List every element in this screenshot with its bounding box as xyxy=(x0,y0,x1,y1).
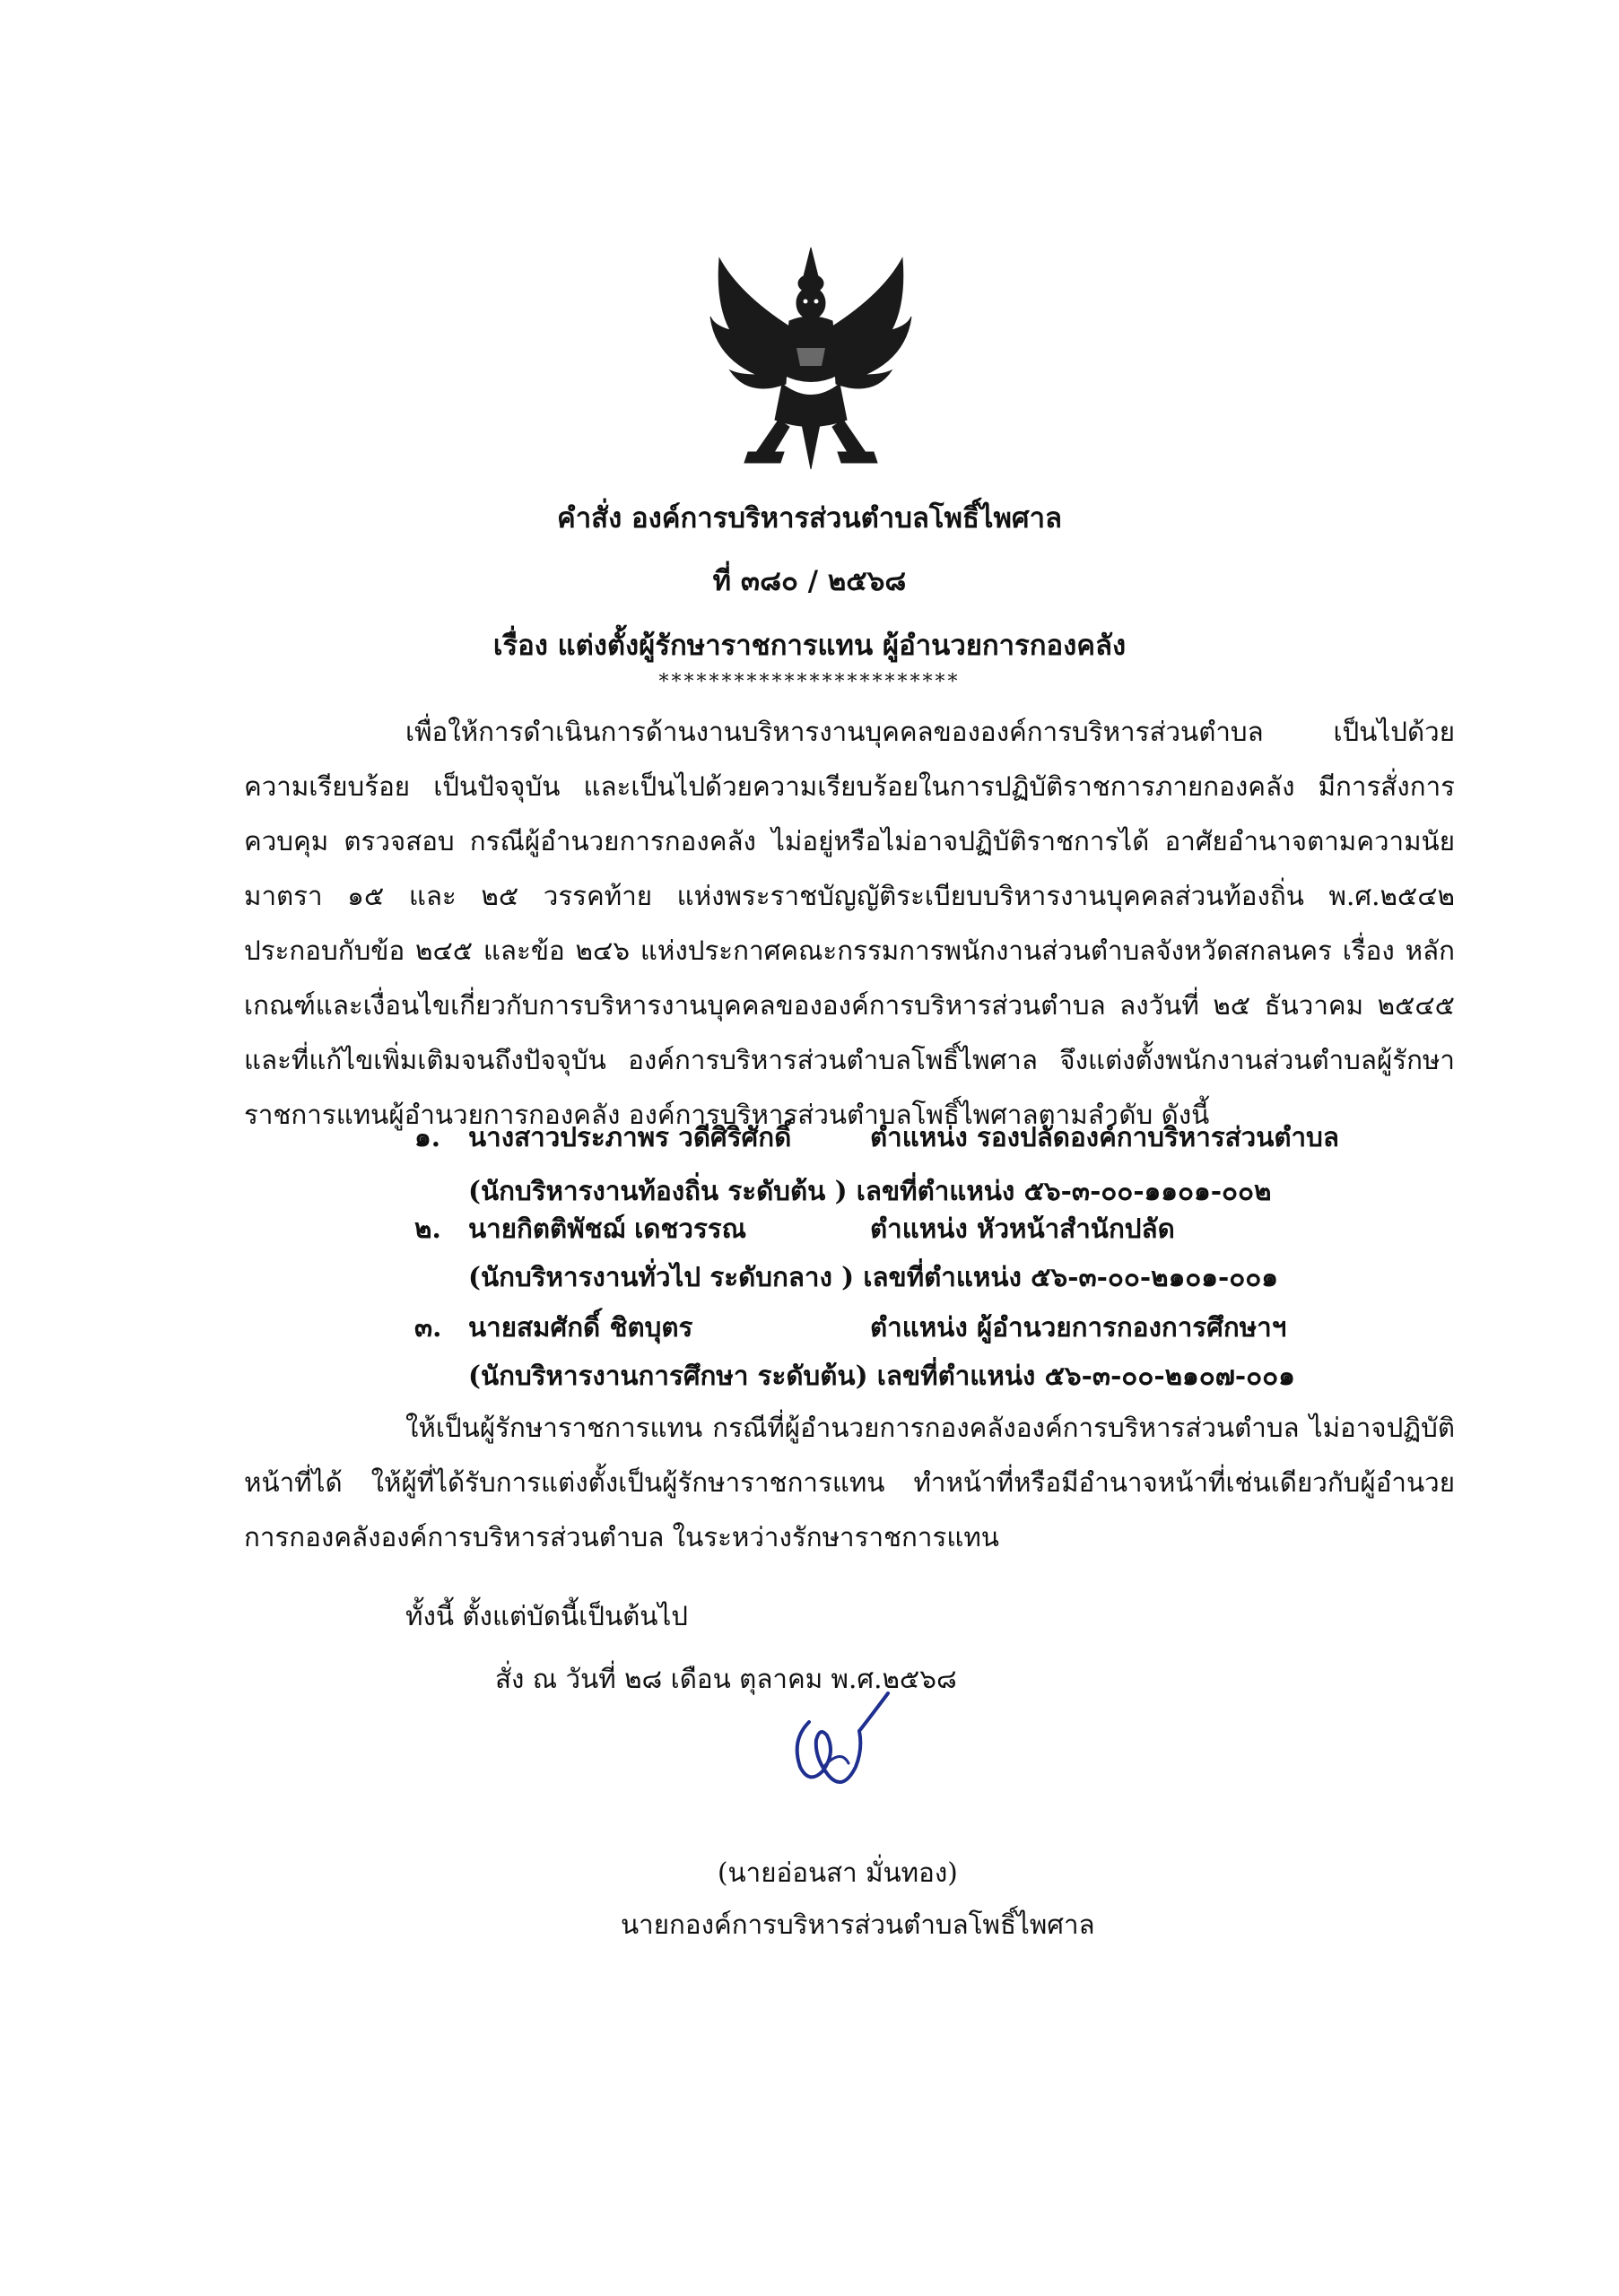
appointee-name: นางสาวประภาพร วดีศิริศักดิ์ xyxy=(468,1121,792,1152)
appointee-detail: (นักบริหารงานท้องถิ่น ระดับต้น ) เลขที่ตำแหน่ง ๕๖-๓-๐๐-๑๑๐๑-๐๐๒ xyxy=(468,1175,1272,1206)
appointee-number: ๑. xyxy=(414,1121,440,1152)
order-date: สั่ง ณ วันที่ ๒๘ เดือน ตุลาคม พ.ศ.๒๕๖๘ xyxy=(495,1664,957,1694)
signatory-name: (นายอ่อนสา มั่นทอง) xyxy=(718,1857,958,1888)
appointee-detail: (นักบริหารงานทั่วไป ระดับกลาง ) เลขที่ตำแหน่ง ๕๖-๓-๐๐-๒๑๐๑-๐๐๑ xyxy=(468,1261,1279,1292)
signature-mark xyxy=(773,1686,899,1812)
order-number: ที่ ๓๘๐ / ๒๕๖๘ xyxy=(712,565,907,597)
separator: ************************ xyxy=(658,671,961,693)
appointee-position: ตำแหน่ง หัวหน้าสำนักปลัด xyxy=(870,1213,1175,1244)
garuda-emblem xyxy=(703,240,918,474)
intro-paragraph: เพื่อให้การดำเนินการด้านงานบริหารงานบุคคลขององค์การบริหารส่วนตำบล เป็นไปด้วยความเรียบร้อย เป็นปัจจุบัน และเป็นไปด้วยความเรียบร้อยในการปฏิบัติราชการภายกองคลัง มีการสั่งการ ควบคุม ตรวจสอบ กรณีผู้อำนวยการกองคลัง ไม่อยู่หรือไม่อาจปฏิบัติราชการได้ อาศัยอำนาจตามความนัย มาตรา ๑๕ และ ๒๕ วรรคท้าย แห่งพระราชบัญญัติระเบียบบริหารงานบุคคลส่วนท้องถิ่น พ.ศ.๒๕๔๒ ประกอบกับข้อ ๒๔๕ และข้อ ๒๔๖ แห่งประกาศคณะกรรมการพนักงานส่วนตำบลจังหวัดสกลนคร เรื่อง หลักเกณฑ์และเงื่อนไขเกี่ยวกับการบริหารงานบุคคลขององค์การบริหารส่วนตำบล ลงวันที่ ๒๕ ธันวาคม ๒๕๔๕ และที่แก้ไขเพิ่มเติมจนถึงปัจจุบัน องค์การบริหารส่วนตำบลโพธิ์ไพศาล จึงแต่งตั้งพนักงานส่วนตำบลผู้รักษาราชการแทนผู้อำนวยการกองคลัง องค์การบริหารส่วนตำบลโพธิ์ไพศาลตามลำดับ ดังนี้ xyxy=(244,717,1455,1130)
order-subject: เรื่อง แต่งตั้งผู้รักษาราชการแทน ผู้อำนวยการกองคลัง xyxy=(492,630,1127,662)
appointee-position: ตำแหน่ง ผู้อำนวยการกองการศึกษาฯ xyxy=(870,1311,1287,1343)
appointee-detail: (นักบริหารงานการศึกษา ระดับต้น) เลขที่ตำแหน่ง ๕๖-๓-๐๐-๒๑๐๗-๐๐๑ xyxy=(468,1360,1295,1391)
appointee-name: นายกิตติพัชฌ์ เดชวรรณ xyxy=(468,1213,747,1244)
appointee-name: นายสมศักดิ์ ชิตบุตร xyxy=(468,1311,693,1343)
signatory-title: นายกองค์การบริหารส่วนตำบลโพธิ์ไพศาล xyxy=(621,1909,1095,1940)
appointee-number: ๓. xyxy=(414,1311,442,1343)
order-title: คำสั่ง องค์การบริหารส่วนตำบลโพธิ์ไพศาล xyxy=(557,502,1062,535)
duty-paragraph: ให้เป็นผู้รักษาราชการแทน กรณีที่ผู้อำนวยการกองคลังองค์การบริหารส่วนตำบล ไม่อาจปฏิบัติหน้าที่ได้ ให้ผู้ที่ได้รับการแต่งตั้งเป็นผู้รักษาราชการแทน ทำหน้าที่หรือมีอำนาจหน้าที่เช่นเดียวกับผู้อำนวยการกองคลังองค์การบริหารส่วนตำบล ในระหว่างรักษาราชการแทน xyxy=(244,1413,1455,1552)
appointee-position: ตำแหน่ง รองปลัดองค์กาบริหารส่วนตำบล xyxy=(870,1121,1339,1152)
effective-clause: ทั้งนี้ ตั้งแต่บัดนี้เป็นต้นไป xyxy=(405,1601,689,1631)
appointee-number: ๒. xyxy=(414,1213,441,1244)
